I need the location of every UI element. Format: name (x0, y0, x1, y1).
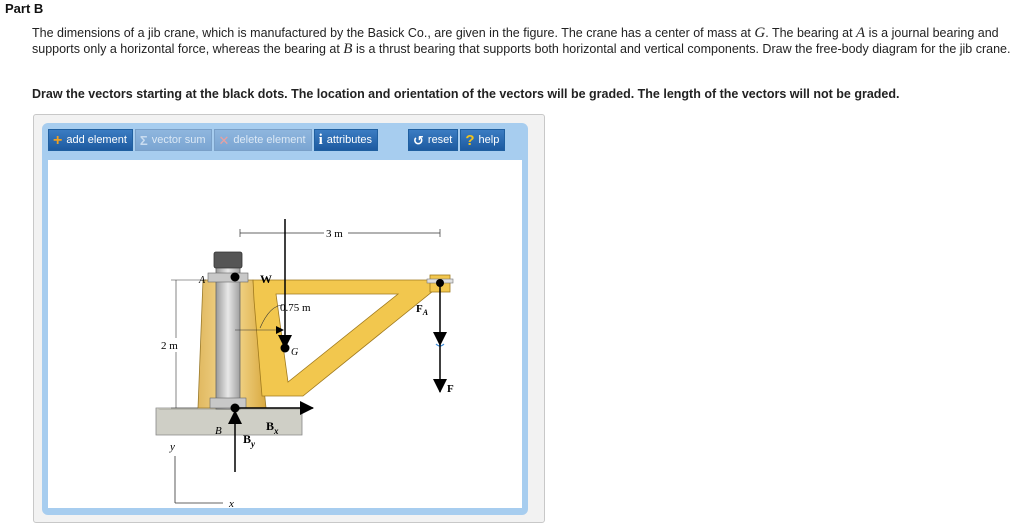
dim-2m-label: 2 m (161, 340, 178, 352)
label-G: G (291, 347, 299, 358)
label-B: B (215, 425, 222, 437)
column-cap (214, 252, 242, 268)
dim-075-label: 0.75 m (280, 302, 311, 314)
reset-arrow-icon: ↺ (413, 132, 424, 148)
fbd-panel (42, 123, 528, 515)
bottom-collar (210, 398, 246, 408)
vector-FA-label: $F_A$ (416, 303, 429, 317)
delete-element-button[interactable] (214, 129, 312, 151)
anchor-dot-A[interactable] (231, 273, 240, 282)
instruction-text: Draw the vectors starting at the black dots. The location and orientation of the vectors will be graded. The length of the vectors will not be graded. (32, 87, 900, 101)
x-icon: ✕ (218, 132, 230, 148)
vector-sum-button[interactable] (135, 129, 212, 151)
sigma-icon: Σ (139, 132, 148, 148)
reset-button[interactable] (408, 129, 458, 151)
help-label: help (478, 134, 500, 146)
vector-W-label: W (260, 272, 272, 286)
reset-label: reset (427, 134, 453, 146)
toolbar (48, 129, 507, 151)
delete-element-label: delete element (233, 134, 306, 146)
vector-F-label: F (447, 383, 454, 395)
part-title: Part B (5, 1, 44, 16)
dim-3m-label: 3 m (326, 228, 343, 240)
question-icon: ? (465, 131, 475, 149)
help-button[interactable] (460, 129, 505, 151)
axis-y-label: y (170, 441, 175, 453)
vector-By-label: $B_y$ (243, 432, 256, 449)
info-icon: i (318, 131, 323, 148)
vector-sum-label: vector sum (151, 134, 206, 146)
attributes-label: attributes (326, 134, 372, 146)
top-collar (208, 273, 248, 282)
jib-arm (253, 280, 433, 396)
plus-icon: + (53, 131, 63, 149)
add-element-label: add element (66, 134, 127, 146)
axis-x-label: x (229, 498, 234, 508)
add-element-button[interactable] (48, 129, 133, 151)
attributes-button[interactable] (314, 129, 378, 151)
label-A: A (199, 275, 206, 286)
crane-figure (48, 160, 522, 508)
vector-Bx-label: $B_x$ (266, 419, 279, 436)
ground (156, 408, 302, 435)
anchor-dot-B[interactable] (231, 404, 240, 413)
anchor-dot-end[interactable] (436, 279, 444, 287)
drawing-canvas[interactable] (48, 160, 522, 508)
fbd-widget (33, 114, 545, 523)
problem-statement: The dimensions of a jib crane, which is manufactured by the Basick Co., are given in the figure. The crane has a center of mass at G. The bearing at A is a journal bearing and supports only a horizontal force, whereas the bearing at B is a thrust bearing that supports both horizontal and vertical components. Draw the free-body diagram for the jib crane. (32, 25, 1011, 57)
anchor-dot-G[interactable] (281, 344, 290, 353)
